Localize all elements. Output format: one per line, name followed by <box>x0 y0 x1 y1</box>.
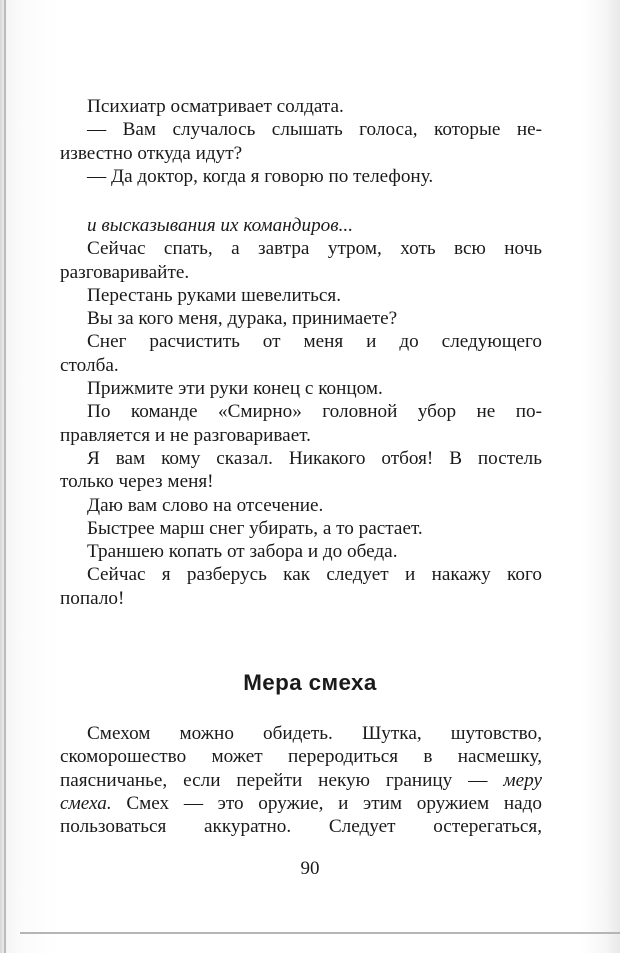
section-line-4 <box>60 792 542 815</box>
quote-7-line-2: только через меня! <box>60 471 214 493</box>
quote-11-line-1: Сейчас я разберусь как следует и накажу кого <box>87 564 542 586</box>
page-bottom-edge <box>20 932 620 934</box>
quote-1-line-2: разговаривайте. <box>60 261 190 283</box>
dialogue-line-1: Психиатр осматривает солдата. <box>87 96 344 117</box>
quote-1-line-1: Сейчас спать, а завтра утром, хоть всю ночь <box>87 238 542 260</box>
section-paragraph <box>60 722 542 838</box>
quote-3: Вы за кого меня, дурака, принимаете? <box>87 308 398 330</box>
page-spine-shadow <box>4 0 6 953</box>
quote-10: Траншею копать от забора и до обеда. <box>87 541 398 563</box>
section-title: Мера смеха <box>243 670 377 695</box>
quotes-heading: и высказывания их командиров... <box>87 215 354 236</box>
dialogue-line-3: — Да доктор, когда я говорю по телефону. <box>87 165 434 187</box>
section-line-4-emphasis: смеха. <box>60 792 112 814</box>
section-line-3 <box>60 769 542 792</box>
dialogue-line-2b: известно откуда идут? <box>60 142 243 164</box>
quote-8: Даю вам слово на отсечение. <box>87 494 324 516</box>
commander-quotes-block <box>60 214 542 610</box>
section-line-1: Смехом можно обидеть. Шутка, шутовство, <box>87 723 542 744</box>
quote-4-line-2: столба. <box>60 354 119 376</box>
quote-2: Перестань руками шевелиться. <box>87 284 341 306</box>
quote-4-line-1: Снег расчистить от меня и до следующего <box>87 331 542 353</box>
section-line-5: пользоваться аккуратно. Следует остерегаться, <box>60 816 542 838</box>
page-number: 90 <box>300 858 320 879</box>
section-line-3-emphasis: меру <box>503 769 542 791</box>
quote-7-line-1: Я вам кому сказал. Никакого отбоя! В постель <box>87 447 542 469</box>
section-line-2: скоморошество может переродиться в насмешку, <box>60 746 542 768</box>
quote-6-line-1: По команде «Смирно» головной убор не по- <box>87 401 542 423</box>
dialogue-line-2a: — Вам случалось слышать голоса, которые не- <box>87 119 542 141</box>
section-line-4-text: Смех — это оружие, и этим оружием надо <box>111 792 542 814</box>
quote-11-line-2: попало! <box>60 587 125 609</box>
quote-6-line-2: правляется и не разговаривает. <box>60 424 311 446</box>
quote-5: Прижмите эти руки конец с концом. <box>87 378 383 400</box>
section-line-3-text: паясничанье, если перейти некую границу — <box>60 769 504 791</box>
quote-9: Быстрее марш снег убирать, а то растает. <box>87 517 423 539</box>
dialogue-block <box>60 95 542 188</box>
